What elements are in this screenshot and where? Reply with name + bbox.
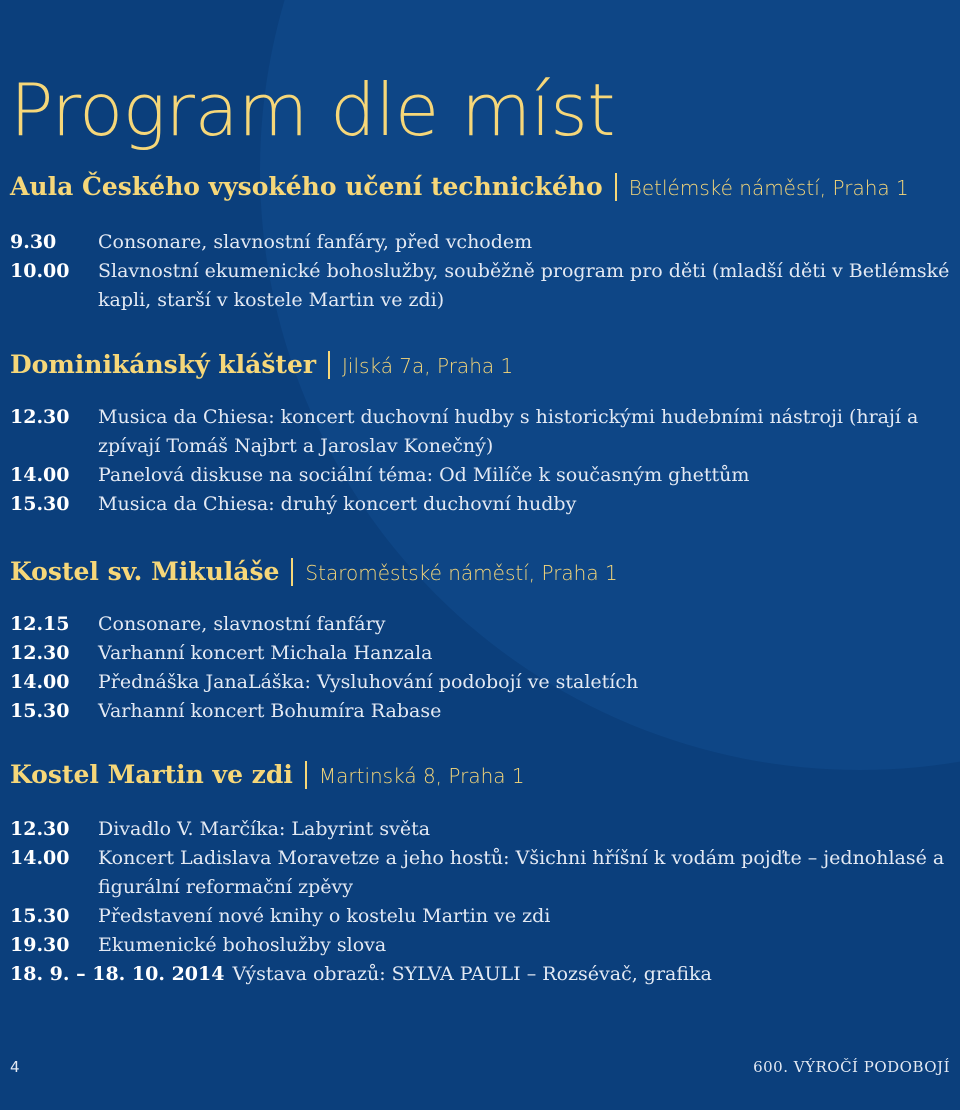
- venue-section-kostel-sv-mikulase: [10, 557, 950, 726]
- venue-address: Betlémské náměstí, Praha 1: [628, 176, 909, 200]
- event-description: Výstava obrazů: SYLVA PAULI – Rozsévač, grafika: [232, 963, 712, 985]
- venue-header: [10, 350, 950, 379]
- event-time: 18. 9. – 18. 10. 2014: [10, 963, 225, 985]
- event-row: [10, 490, 950, 519]
- venue-name: Kostel sv. Mikuláše: [10, 557, 280, 586]
- venue-name: Aula Českého vysokého učení technického: [10, 172, 603, 201]
- event-description: Divadlo V. Marčíka: Labyrint světa: [98, 818, 431, 840]
- event-time: 14.00: [10, 671, 70, 693]
- event-time: 12.30: [10, 818, 70, 840]
- venue-name: Dominikánský klášter: [10, 350, 317, 379]
- venue-divider: [305, 761, 307, 789]
- event-row: [10, 228, 950, 257]
- event-row: [10, 461, 950, 490]
- event-time: 15.30: [10, 493, 70, 515]
- venue-header: [10, 760, 950, 789]
- venue-address: Jilská 7a, Praha 1: [342, 354, 514, 378]
- publication-title: 600. VÝROČÍ PODOBOJÍ: [753, 1058, 950, 1076]
- event-row: [10, 815, 950, 844]
- venue-section-kostel-martin-ve-zdi: [10, 760, 950, 989]
- event-description: Consonare, slavnostní fanfáry: [98, 613, 386, 635]
- event-time: 19.30: [10, 934, 70, 956]
- venue-divider: [615, 173, 617, 201]
- event-time: 12.30: [10, 642, 70, 664]
- event-row: [10, 610, 950, 639]
- event-row: [10, 931, 950, 960]
- event-row: [10, 403, 950, 461]
- event-description: Panelová diskuse na sociální téma: Od Milíče k současným ghettům: [98, 464, 750, 486]
- venue-address: Martinská 8, Praha 1: [318, 764, 525, 788]
- page-number: 4: [10, 1058, 20, 1076]
- event-list: [10, 815, 950, 989]
- event-list: [10, 403, 950, 519]
- event-time: 15.30: [10, 905, 70, 927]
- event-description: Consonare, slavnostní fanfáry, před vchodem: [98, 231, 533, 253]
- event-row: [10, 902, 950, 931]
- venue-name: Kostel Martin ve zdi: [10, 760, 293, 789]
- event-description: Ekumenické bohoslužby slova: [98, 934, 387, 956]
- event-description: Musica da Chiesa: koncert duchovní hudby s historickými hudebními nástroji (hrají a zpívají Tomáš Najbrt a Jaroslav Konečný): [98, 406, 919, 457]
- venue-section-aula-cvut: [10, 172, 950, 315]
- venue-address: Staroměstské náměstí, Praha 1: [305, 561, 618, 585]
- venue-section-dominikansky-klaster: [10, 350, 950, 519]
- event-description: Přednáška JanaLáška: Vysluhování podobojí ve staletích: [98, 671, 639, 693]
- event-time: 9.30: [10, 231, 57, 253]
- event-row: [10, 668, 950, 697]
- event-time: 14.00: [10, 847, 70, 869]
- event-time: 12.30: [10, 406, 70, 428]
- venue-divider: [328, 351, 330, 379]
- event-list: [10, 228, 950, 315]
- event-time: 10.00: [10, 260, 70, 282]
- venue-header: [10, 557, 950, 586]
- venue-divider: [291, 558, 293, 586]
- event-row: [10, 844, 950, 902]
- event-row: [10, 639, 950, 668]
- event-time: 12.15: [10, 613, 70, 635]
- event-description: Varhanní koncert Michala Hanzala: [98, 642, 433, 664]
- event-description: Musica da Chiesa: druhý koncert duchovní hudby: [98, 493, 577, 515]
- page-title: Program dle míst: [10, 68, 615, 152]
- venue-header: [10, 172, 950, 201]
- event-row: [10, 257, 950, 315]
- event-description: Slavnostní ekumenické bohoslužby, souběžně program pro děti (mladší děti v Betlémské kapli, starší v kostele Martin ve zdi): [98, 260, 950, 311]
- event-description: Varhanní koncert Bohumíra Rabase: [98, 700, 442, 722]
- event-list: [10, 610, 950, 726]
- event-description: Představení nové knihy o kostelu Martin ve zdi: [98, 905, 551, 927]
- event-row: [10, 697, 950, 726]
- event-row-exhibition: [10, 960, 950, 989]
- event-time: 14.00: [10, 464, 70, 486]
- event-description: Koncert Ladislava Moravetze a jeho hostů: Všichni hříšní k vodám pojďte – jednohlasé a figurální reformační zpěvy: [98, 847, 945, 898]
- event-time: 15.30: [10, 700, 70, 722]
